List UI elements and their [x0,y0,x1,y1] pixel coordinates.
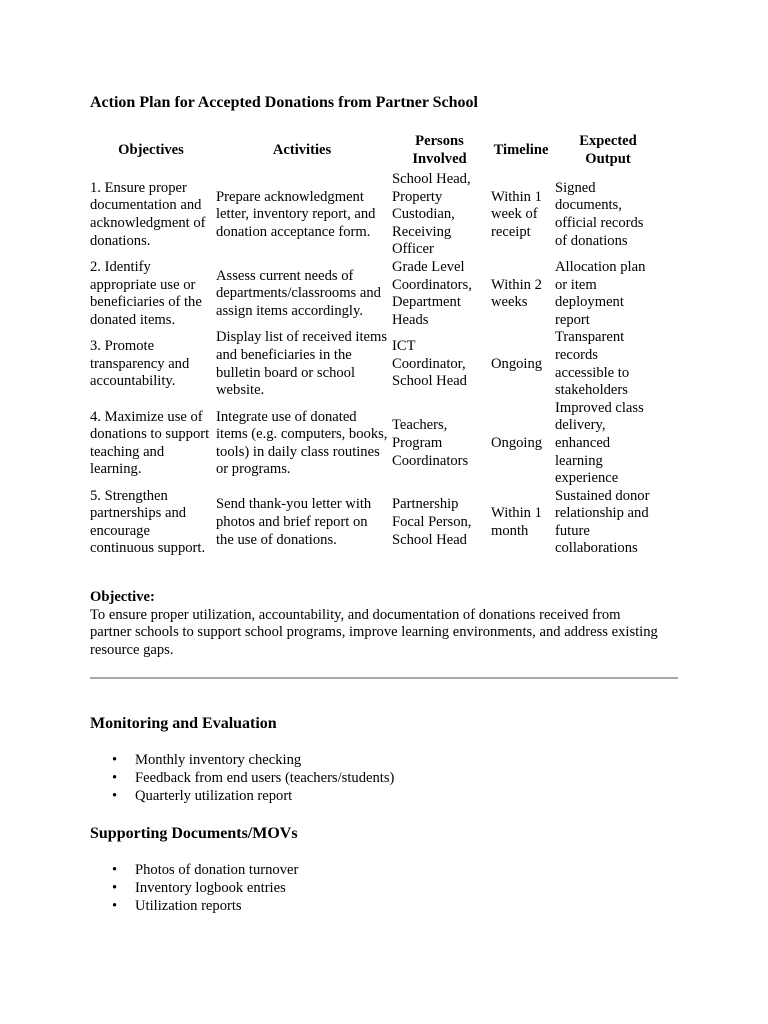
header-objectives: Objectives [118,142,184,159]
cell-output [553,400,663,488]
cell-output [553,329,663,399]
cell-persons-line: Program [392,434,443,451]
cell-timeline-line: receipt [491,223,531,240]
cell-persons-line: Coordinators [392,452,469,469]
cell-activity-line: Prepare acknowledgment [216,188,364,205]
cell-timeline-line: Ongoing [491,434,543,451]
cell-activity [214,400,390,488]
cell-output-line: learning [555,452,603,469]
cell-objective-line: 5. Strengthen [90,487,168,504]
table-row [88,400,663,488]
cell-persons-line: Teachers, [392,417,448,434]
cell-output-line: delivery, [555,417,606,434]
cell-activity-line: or programs. [216,461,291,478]
cell-persons-line: Custodian, [392,206,455,223]
cell-objective-line: 3. Promote [90,338,155,355]
section-divider [90,677,678,679]
cell-activity-line: Display list of received items [216,329,388,346]
cell-activity [214,488,390,558]
list-item [90,862,298,880]
cell-output [553,171,663,259]
cell-output-line: Sustained donor [555,487,650,504]
cell-activity-line: Assess current needs of [216,267,354,284]
header-activities: Activities [272,142,332,159]
header-output-line: Output [585,151,631,167]
cell-activity-line: items (e.g. computers, books, [216,426,388,443]
bullet-icon: • [112,862,118,878]
cell-timeline-line: Within 1 [491,188,542,205]
objective-line: To ensure proper utilization, accountability, and documentation of donations received from [90,606,621,623]
cell-output-line: of donations [555,232,628,249]
cell-persons [390,259,489,329]
cell-objective-line: partnerships and [90,505,187,522]
cell-timeline-line: weeks [491,294,528,311]
list-item [90,880,298,898]
cell-output-line: Signed [555,179,596,196]
cell-output-line: report [555,311,590,328]
objective-line: resource gaps. [90,641,174,658]
cell-persons [390,171,489,259]
cell-persons-line: ICT [392,338,416,355]
cell-objective-line: documentation and [90,197,202,214]
cell-output-line: Transparent [555,329,625,346]
cell-objective-line: acknowledgment of [90,214,206,231]
cell-output-line: documents, [555,197,622,214]
cell-activity [214,171,390,259]
cell-activity-line: Send thank-you letter with [216,496,372,513]
cell-objective [88,171,214,259]
cell-activity-line: website. [216,382,265,399]
cell-timeline [489,171,553,259]
objective-heading: Objective: [90,589,155,605]
list-item-text: Photos of donation turnover [135,862,299,878]
cell-objective-line: encourage [90,522,150,539]
header-timeline: Timeline [493,142,549,159]
cell-output-line: or item [555,276,597,293]
cell-output-line: collaborations [555,540,638,557]
cell-objective-line: 2. Identify [90,258,151,275]
monitoring-list [90,752,394,805]
cell-output-line: relationship and [555,505,649,522]
cell-timeline-line: Within 1 [491,505,542,522]
cell-activity-line: photos and brief report on [216,514,368,531]
bullet-icon: • [112,879,118,896]
list-item-text: Inventory logbook entries [135,879,286,896]
cell-timeline-line: month [491,522,529,539]
list-item [90,770,394,788]
cell-activity-line: departments/classrooms and [216,285,381,302]
cell-output-line: official records [555,214,644,231]
cell-output-line: Improved class [555,399,644,416]
cell-persons [390,400,489,488]
cell-persons-line: Coordinator, [392,355,466,372]
list-item-text: Quarterly utilization report [135,787,293,804]
cell-objective-line: donated items. [90,311,176,328]
list-item [90,752,394,770]
list-item [90,898,298,916]
cell-timeline [489,259,553,329]
header-expected-output [553,131,663,171]
cell-objective-line: transparency and [90,355,190,372]
cell-output-line: accessible to [555,364,630,381]
cell-activity [214,329,390,399]
cell-objective-line: learning. [90,461,142,478]
table-row [88,259,663,329]
cell-persons-line: Officer [392,241,434,258]
cell-persons-line: Grade Level [392,258,465,275]
list-item-text: Utilization reports [135,897,242,914]
table-body [88,171,663,558]
header-output-line: Expected [579,133,637,150]
cell-persons-line: School Head, [392,171,471,187]
document-title: Action Plan for Accepted Donations from Partner School [90,94,478,111]
cell-activity [214,259,390,329]
cell-objective-line: donations to support [90,426,210,443]
cell-persons-line: Receiving [392,223,452,240]
cell-persons-line: Department [392,294,461,311]
list-item-text: Feedback from end users (teachers/students) [135,769,395,786]
cell-objective-line: 4. Maximize use of [90,408,203,425]
objective-section [90,589,680,659]
cell-persons-line: Partnership [392,496,459,513]
list-item [90,788,394,806]
cell-output-line: experience [555,470,619,487]
cell-output-line: records [555,346,598,363]
cell-objective-line: appropriate use or [90,276,196,293]
cell-objective-line: beneficiaries of the [90,294,202,311]
cell-activity-line: bulletin board or school [216,364,356,381]
bullet-icon: • [112,752,118,768]
cell-persons-line: Focal Person, [392,514,472,531]
list-item-text: Monthly inventory checking [135,752,302,768]
cell-objective-line: 1. Ensure proper [90,179,187,196]
bullet-icon: • [112,897,118,914]
cell-activity-line: the use of donations. [216,531,337,548]
cell-persons-line: Property [392,188,443,205]
cell-persons-line: Coordinators, [392,276,472,293]
cell-timeline-line: Ongoing [491,355,543,372]
cell-output [553,488,663,558]
cell-objective [88,400,214,488]
cell-objective-line: accountability. [90,373,176,390]
cell-timeline [489,329,553,399]
cell-objective [88,259,214,329]
cell-objective-line: continuous support. [90,540,206,557]
cell-persons [390,329,489,399]
header-persons-line: Involved [412,151,467,167]
cell-persons-line: School Head [392,531,467,548]
cell-objective-line: teaching and [90,443,165,460]
cell-timeline-line: Within 2 [491,276,542,293]
cell-timeline-line: week of [491,206,538,223]
cell-persons-line: Heads [392,311,429,328]
supporting-documents-list [90,862,298,915]
objective-line: partner schools to support school programs, improve learning environments, and address existing [90,624,658,641]
cell-activity-line: donation acceptance form. [216,223,371,240]
cell-objective-line: donations. [90,232,151,249]
cell-objective [88,488,214,558]
cell-output [553,259,663,329]
supporting-documents-heading: Supporting Documents/MOVs [90,825,298,842]
cell-output-line: stakeholders [555,382,628,399]
header-persons-line: Persons [415,133,464,150]
cell-timeline [489,488,553,558]
cell-objective [88,329,214,399]
table-row [88,488,663,558]
bullet-icon: • [112,787,118,804]
header-persons-involved [390,131,489,171]
cell-output-line: future [555,522,590,539]
cell-output-line: deployment [555,294,624,311]
cell-activity-line: Integrate use of donated [216,408,357,425]
cell-activity-line: and beneficiaries in the [216,346,352,363]
table-row [88,171,663,259]
cell-persons [390,488,489,558]
cell-timeline [489,400,553,488]
cell-output-line: Allocation plan [555,258,646,275]
table-header-row [88,131,663,171]
cell-output-line: enhanced [555,434,611,451]
action-plan-table [88,131,663,558]
cell-activity-line: letter, inventory report, and [216,206,376,223]
monitoring-heading: Monitoring and Evaluation [90,715,277,732]
table-row [88,329,663,399]
cell-persons-line: School Head [392,373,467,390]
bullet-icon: • [112,769,118,786]
cell-activity-line: assign items accordingly. [216,302,363,319]
cell-activity-line: tools) in daily class routines [216,443,380,460]
